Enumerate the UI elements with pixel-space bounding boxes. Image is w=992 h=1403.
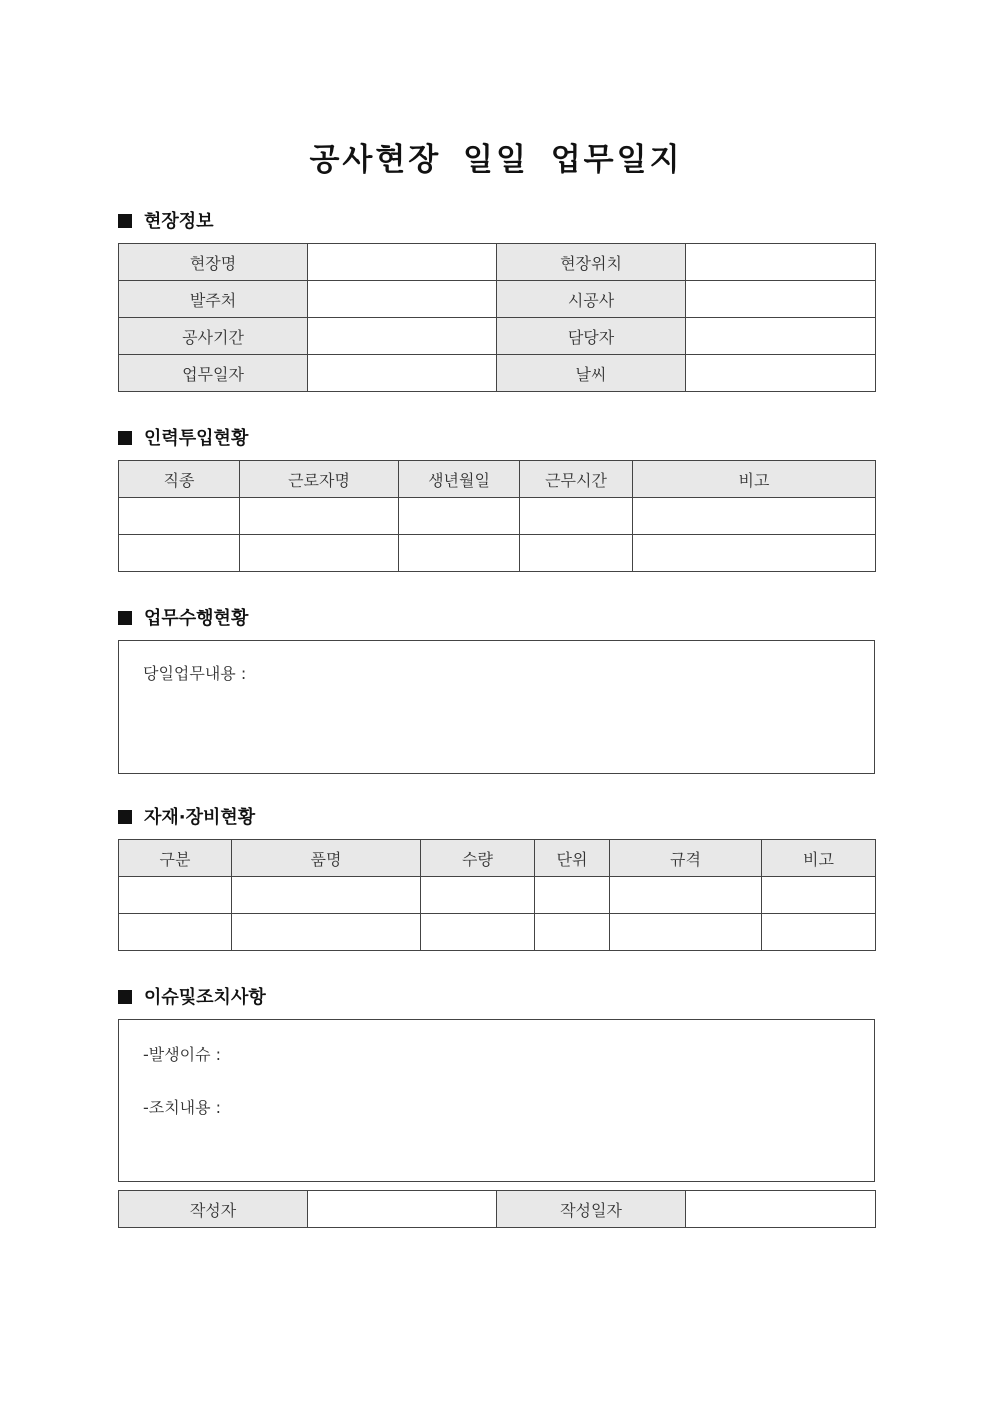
weather-label: 날씨 [497,355,686,392]
table-cell[interactable] [535,914,610,951]
column-header: 비고 [762,840,876,877]
table-cell[interactable] [232,914,421,951]
section-heading-work [118,607,248,631]
site-name-label: 현장명 [119,244,308,281]
table-row [119,244,876,281]
column-header: 품명 [232,840,421,877]
table-header-row [119,840,876,877]
column-header: 규격 [610,840,762,877]
column-header: 직종 [119,461,240,498]
table-cell[interactable] [232,877,421,914]
table-cell[interactable] [762,914,876,951]
column-header: 근로자명 [240,461,399,498]
table-cell[interactable] [610,877,762,914]
table-row [119,535,876,572]
column-header: 비고 [633,461,876,498]
table-cell[interactable] [399,498,520,535]
manager-field[interactable] [686,318,876,355]
column-header: 수량 [421,840,535,877]
work-date-field[interactable] [308,355,497,392]
section-title: 현장정보 [144,211,214,232]
contractor-field[interactable] [686,281,876,318]
weather-field[interactable] [686,355,876,392]
site-info-table [118,243,876,392]
table-cell[interactable] [119,498,240,535]
table-row [119,281,876,318]
square-bullet-icon [118,990,132,1004]
table-cell[interactable] [633,498,876,535]
action-label: -조치내용 : [143,1098,222,1117]
work-content-label: 당일업무내용 : [143,664,247,683]
table-cell[interactable] [119,914,232,951]
square-bullet-icon [118,611,132,625]
site-location-field[interactable] [686,244,876,281]
work-date-label: 업무일자 [119,355,308,392]
signature-table [118,1190,876,1228]
section-heading-materials [118,806,255,830]
table-cell[interactable] [762,877,876,914]
contractor-label: 시공사 [497,281,686,318]
labor-table [118,460,876,572]
written-date-label: 작성일자 [497,1191,686,1228]
table-cell[interactable] [421,877,535,914]
table-cell[interactable] [520,535,633,572]
section-heading-labor [118,427,248,451]
section-title: 자재·장비현황 [144,807,256,828]
section-heading-site-info [118,210,214,234]
client-field[interactable] [308,281,497,318]
table-cell[interactable] [240,498,399,535]
section-title: 이슈및조치사항 [144,987,266,1008]
author-label: 작성자 [119,1191,308,1228]
table-row [119,355,876,392]
table-cell[interactable] [633,535,876,572]
table-cell[interactable] [399,535,520,572]
square-bullet-icon [118,214,132,228]
written-date-field[interactable] [686,1191,876,1228]
square-bullet-icon [118,431,132,445]
section-title: 인력투입현황 [144,428,249,449]
construction-period-label: 공사기간 [119,318,308,355]
document-title: 공사현장 일일 업무일지 [309,142,683,178]
table-row [119,318,876,355]
site-name-field[interactable] [308,244,497,281]
work-content-box[interactable] [118,640,875,774]
table-cell[interactable] [535,877,610,914]
client-label: 발주처 [119,281,308,318]
column-header: 생년월일 [399,461,520,498]
issue-label: -발생이슈 : [143,1045,222,1064]
table-cell[interactable] [520,498,633,535]
table-header-row [119,461,876,498]
author-field[interactable] [308,1191,497,1228]
table-cell[interactable] [240,535,399,572]
table-row [119,877,876,914]
table-cell[interactable] [119,877,232,914]
table-cell[interactable] [421,914,535,951]
section-title: 업무수행현황 [144,608,249,629]
table-cell[interactable] [119,535,240,572]
column-header: 구분 [119,840,232,877]
table-row [119,498,876,535]
table-row [119,1191,876,1228]
square-bullet-icon [118,810,132,824]
manager-label: 담당자 [497,318,686,355]
table-row [119,914,876,951]
construction-period-field[interactable] [308,318,497,355]
section-heading-issues [118,986,266,1010]
table-cell[interactable] [610,914,762,951]
column-header: 단위 [535,840,610,877]
materials-table [118,839,876,951]
issues-content-box[interactable] [118,1019,875,1182]
site-location-label: 현장위치 [497,244,686,281]
column-header: 근무시간 [520,461,633,498]
